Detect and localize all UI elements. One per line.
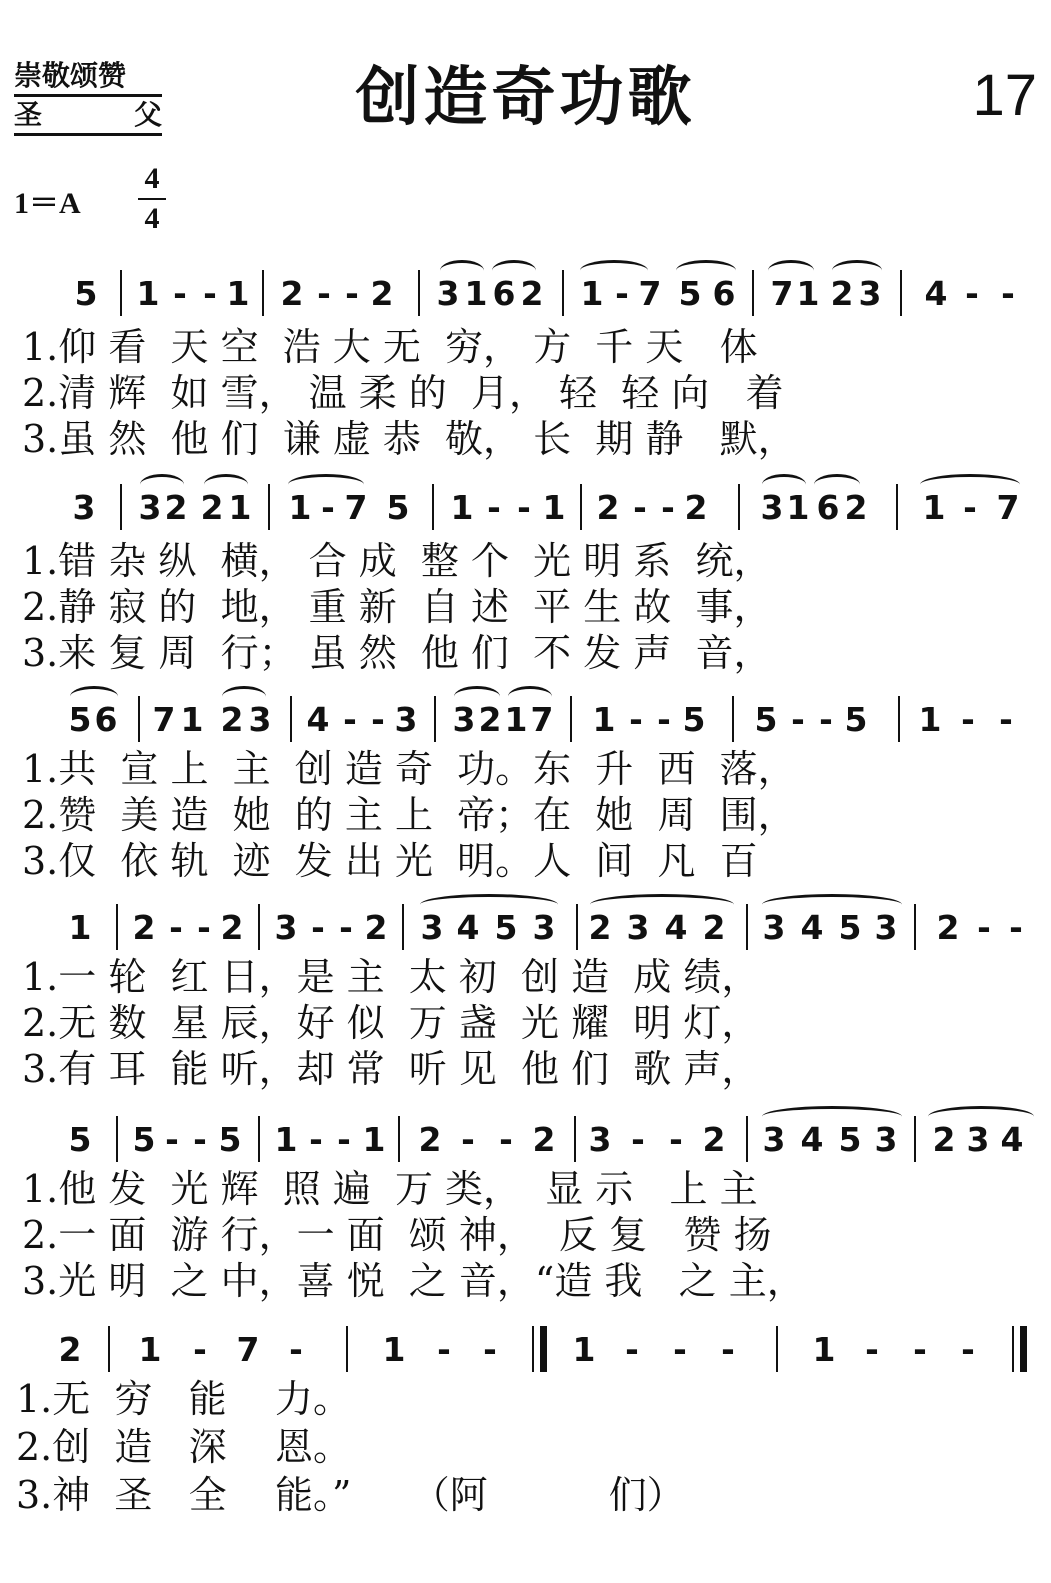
barline — [108, 1326, 110, 1372]
lyric-verse-2: 2.赞 美 造 她 的 主 上 帝；在 她 周 围， — [22, 793, 796, 837]
key-signature: 1＝A — [14, 187, 81, 220]
barline — [914, 904, 916, 950]
note: - — [289, 1330, 303, 1369]
note: 5 — [838, 1120, 862, 1159]
barline — [138, 696, 140, 742]
note: 5 — [678, 274, 702, 313]
note: 7 — [530, 700, 554, 739]
note: - — [311, 908, 325, 947]
note: 1 — [136, 274, 160, 313]
barline — [258, 904, 260, 950]
note: 5 — [132, 1120, 156, 1159]
note: 1 — [288, 488, 312, 527]
barline — [738, 484, 740, 530]
barline — [898, 696, 900, 742]
note: - — [1009, 908, 1023, 947]
note: - — [819, 700, 833, 739]
lyric-verse-3: 3.光 明 之 中，喜 悦 之 音，“造 我 之 主， — [22, 1259, 805, 1303]
note: - — [483, 1330, 497, 1369]
barline — [732, 696, 734, 742]
barline — [402, 904, 404, 950]
note: - — [169, 908, 183, 947]
note: 1 — [228, 488, 252, 527]
time-sig-bottom: 4 — [144, 202, 160, 235]
barline — [746, 1116, 748, 1162]
notes-row — [0, 1108, 1051, 1168]
note: 3 — [966, 1120, 990, 1159]
lyric-verse-2: 2.一 面 游 行，一 面 颂 神， 反 复 赞 扬 — [22, 1213, 772, 1257]
note: 2 — [596, 488, 620, 527]
note: 1 — [464, 274, 488, 313]
note: 5 — [754, 700, 778, 739]
note: 5 — [68, 700, 92, 739]
section-double-barline — [532, 1326, 547, 1372]
note: - — [999, 700, 1013, 739]
subcategory-left: 圣 — [14, 98, 43, 131]
note: - — [371, 700, 385, 739]
note: 3 — [874, 1120, 898, 1159]
note: 2 — [364, 908, 388, 947]
note: 2 — [58, 1330, 82, 1369]
note: 2 — [220, 908, 244, 947]
note: 3 — [626, 908, 650, 947]
note: 4 — [924, 274, 948, 313]
note: 3 — [436, 274, 460, 313]
notes-row — [0, 1318, 1051, 1378]
note: 2 — [418, 1120, 442, 1159]
note: - — [461, 1120, 475, 1159]
note: 2 — [164, 488, 188, 527]
notes-row — [0, 688, 1051, 748]
lyric-verse-3: 3.仅 依 轨 迹 发 出 光 明。人 间 凡 百 — [22, 839, 758, 883]
note: - — [317, 274, 331, 313]
time-sig-top: 4 — [144, 162, 160, 195]
note: 2 — [830, 274, 854, 313]
note: 4 — [456, 908, 480, 947]
note: 3 — [874, 908, 898, 947]
note: 3 — [248, 700, 272, 739]
lyric-verse-3: 3.神 圣 全 能。” （阿 们） — [16, 1473, 685, 1517]
note: 2 — [478, 700, 502, 739]
note: - — [437, 1330, 451, 1369]
note: - — [631, 1120, 645, 1159]
note: 1 — [138, 1330, 162, 1369]
note: 5 — [74, 274, 98, 313]
note: 4 — [1000, 1120, 1024, 1159]
lyric-verse-1: 1.仰 看 天 空 浩 大 无 穷， 方 千 天 体 — [22, 325, 758, 369]
note: 1 — [226, 274, 250, 313]
note: - — [791, 700, 805, 739]
note: 2 — [132, 908, 156, 947]
barline — [116, 904, 118, 950]
note: - — [977, 908, 991, 947]
category-text: 崇敬颂赞 — [14, 58, 162, 97]
note: 2 — [200, 488, 224, 527]
note: 3 — [532, 908, 556, 947]
note: 1 — [580, 274, 604, 313]
barline — [900, 270, 902, 316]
note: 7 — [236, 1330, 260, 1369]
note: 1 — [592, 700, 616, 739]
lyric-verse-1: 1.一 轮 红 日，是 主 太 初 创 造 成 绩， — [22, 955, 760, 999]
note: 2 — [936, 908, 960, 947]
note: - — [865, 1330, 879, 1369]
note: - — [673, 1330, 687, 1369]
barline — [120, 484, 122, 530]
note: - — [965, 274, 979, 313]
lyric-verse-2: 2.静 寂 的 地， 重 新 自 述 平 生 故 事， — [22, 585, 772, 629]
note: 3 — [452, 700, 476, 739]
note: - — [487, 488, 501, 527]
lyric-verse-2: 2.清 辉 如 雪， 温 柔 的 月， 轻 轻 向 着 — [22, 371, 784, 415]
barline — [914, 1116, 916, 1162]
note: - — [615, 274, 629, 313]
note: 3 — [858, 274, 882, 313]
note: - — [669, 1120, 683, 1159]
note: 3 — [138, 488, 162, 527]
barline — [776, 1326, 778, 1372]
final-barline — [1012, 1326, 1027, 1372]
note: 4 — [306, 700, 330, 739]
note: - — [343, 700, 357, 739]
barline — [262, 270, 264, 316]
lyric-verse-1: 1.错 杂 纵 横， 合 成 整 个 光 明 系 统， — [22, 539, 772, 583]
note: - — [321, 488, 335, 527]
note: 7 — [152, 700, 176, 739]
barline — [258, 1116, 260, 1162]
lyric-verse-2: 2.创 造 深 恩。 — [16, 1425, 351, 1469]
note: 1 — [922, 488, 946, 527]
note: - — [517, 488, 531, 527]
note: - — [629, 700, 643, 739]
note: 1 — [362, 1120, 386, 1159]
note: - — [197, 908, 211, 947]
note: - — [633, 488, 647, 527]
barline — [752, 270, 754, 316]
note: - — [165, 1120, 179, 1159]
note: 7 — [344, 488, 368, 527]
note: 2 — [520, 274, 544, 313]
note: 3 — [420, 908, 444, 947]
note: 2 — [684, 488, 708, 527]
note: 2 — [702, 1120, 726, 1159]
note: 6 — [816, 488, 840, 527]
lyric-verse-3: 3.来 复 周 行； 虽 然 他 们 不 发 声 音， — [22, 631, 772, 675]
time-signature — [134, 162, 170, 236]
lyric-verse-3: 3.虽 然 他 们 谦 虚 恭 敬， 长 期 静 默， — [22, 417, 796, 461]
note: 3 — [72, 488, 96, 527]
note: 2 — [280, 274, 304, 313]
note: - — [203, 274, 217, 313]
note: 1 — [542, 488, 566, 527]
note: 5 — [838, 908, 862, 947]
note: - — [625, 1330, 639, 1369]
barline — [562, 270, 564, 316]
note: 5 — [494, 908, 518, 947]
barline — [268, 484, 270, 530]
note: 7 — [996, 488, 1020, 527]
note: - — [961, 700, 975, 739]
note: - — [309, 1120, 323, 1159]
note: - — [963, 488, 977, 527]
note: 5 — [682, 700, 706, 739]
lyric-verse-1: 1.他 发 光 辉 照 遍 万 类， 显 示 上 主 — [22, 1167, 758, 1211]
note: 1 — [382, 1330, 406, 1369]
lyric-verse-2: 2.无 数 星 辰，好 似 万 盏 光 耀 明 灯， — [22, 1001, 760, 1045]
note: - — [193, 1330, 207, 1369]
barline — [896, 484, 898, 530]
note: - — [1001, 274, 1015, 313]
barline — [432, 484, 434, 530]
note: 3 — [760, 488, 784, 527]
notes-row — [0, 896, 1051, 956]
note: 1 — [918, 700, 942, 739]
note: 1 — [796, 274, 820, 313]
note: 2 — [932, 1120, 956, 1159]
barline — [418, 270, 420, 316]
note: 6 — [94, 700, 118, 739]
note: - — [657, 700, 671, 739]
page-number: 17 — [972, 63, 1037, 128]
note: 2 — [844, 488, 868, 527]
note: 7 — [770, 274, 794, 313]
time-sig-divider — [138, 198, 166, 200]
notes-row — [0, 262, 1051, 322]
note: - — [913, 1330, 927, 1369]
song-title: 创造奇功歌 — [355, 61, 696, 135]
note: 1 — [450, 488, 474, 527]
note: 4 — [664, 908, 688, 947]
note: 4 — [800, 908, 824, 947]
barline — [116, 1116, 118, 1162]
note: 5 — [844, 700, 868, 739]
barline — [346, 1326, 348, 1372]
lyric-verse-3: 3.有 耳 能 听，却 常 听 见 他 们 歌 声， — [22, 1047, 760, 1091]
note: - — [721, 1330, 735, 1369]
note: - — [661, 488, 675, 527]
lyric-verse-1: 1.无 穷 能 力。 — [16, 1377, 351, 1421]
note: 2 — [588, 908, 612, 947]
note: 7 — [638, 274, 662, 313]
note: 3 — [394, 700, 418, 739]
note: - — [345, 274, 359, 313]
note: 3 — [762, 1120, 786, 1159]
note: - — [193, 1120, 207, 1159]
note: 2 — [220, 700, 244, 739]
note: - — [499, 1120, 513, 1159]
barline — [120, 270, 122, 316]
note: 2 — [702, 908, 726, 947]
note: 3 — [588, 1120, 612, 1159]
note: - — [961, 1330, 975, 1369]
note: 2 — [370, 274, 394, 313]
note: 2 — [532, 1120, 556, 1159]
note: 4 — [800, 1120, 824, 1159]
note: 1 — [68, 908, 92, 947]
barline — [570, 696, 572, 742]
barline — [746, 904, 748, 950]
note: 6 — [492, 274, 516, 313]
barline — [574, 1116, 576, 1162]
lyric-verse-1: 1.共 宣 上 主 创 造 奇 功。东 升 西 落， — [22, 747, 796, 791]
note: 1 — [786, 488, 810, 527]
note: 5 — [68, 1120, 92, 1159]
note: - — [337, 1120, 351, 1159]
note: 1 — [572, 1330, 596, 1369]
barline — [290, 696, 292, 742]
note: 1 — [274, 1120, 298, 1159]
note: 5 — [218, 1120, 242, 1159]
note: - — [173, 274, 187, 313]
note: - — [339, 908, 353, 947]
note: 6 — [712, 274, 736, 313]
subcategory-right: 父 — [133, 98, 162, 131]
note: 5 — [386, 488, 410, 527]
barline — [434, 696, 436, 742]
note: 3 — [274, 908, 298, 947]
note: 1 — [180, 700, 204, 739]
note: 1 — [812, 1330, 836, 1369]
barline — [580, 484, 582, 530]
barline — [398, 1116, 400, 1162]
note: 3 — [762, 908, 786, 947]
notes-row — [0, 476, 1051, 536]
note: 1 — [504, 700, 528, 739]
